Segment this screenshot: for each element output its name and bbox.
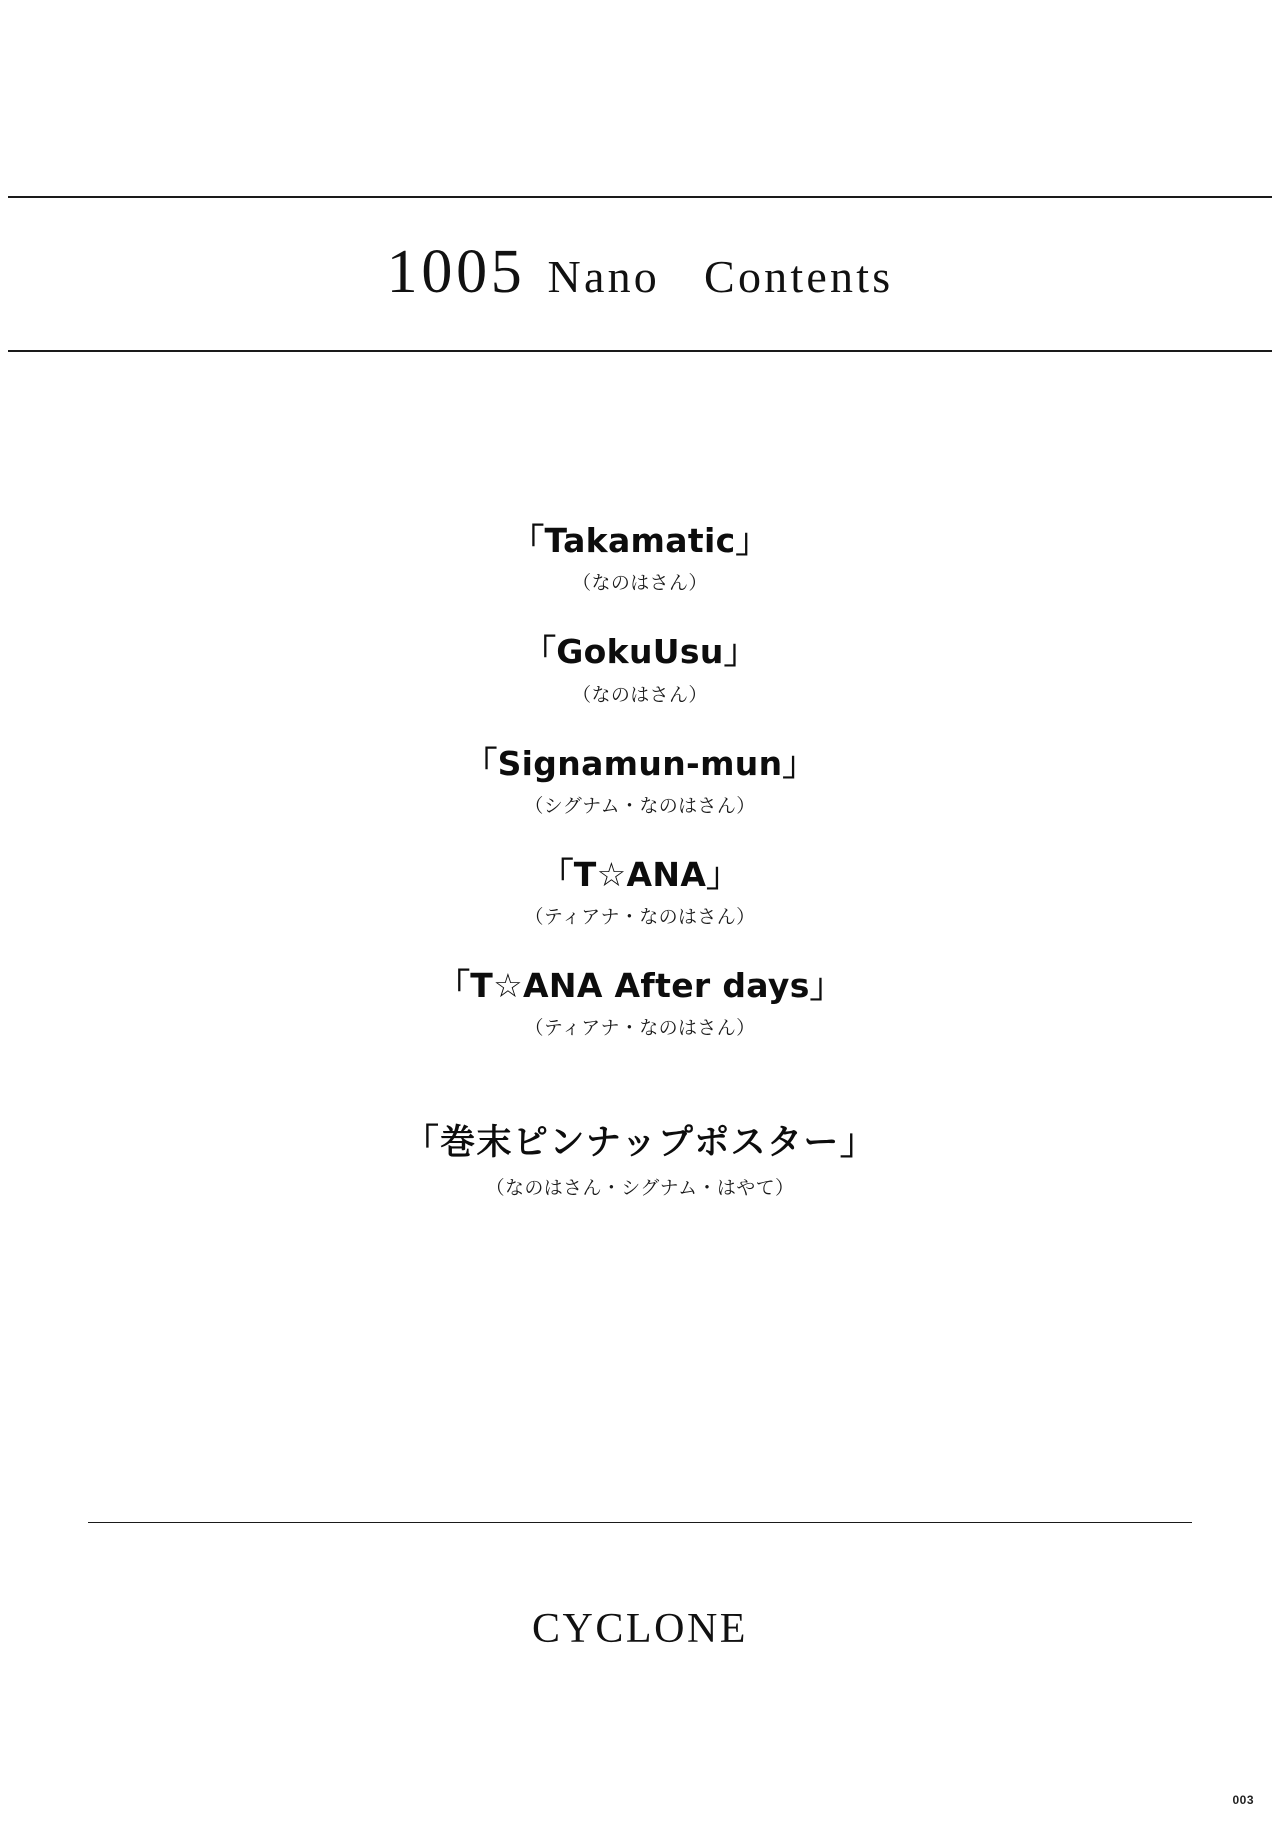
contents-entry-subtitle: （ティアナ・なのはさん） bbox=[524, 1017, 756, 1040]
contents-entry-subtitle: （なのはさん） bbox=[572, 572, 708, 595]
contents-entry bbox=[0, 854, 1280, 929]
contents-entry-title: 「Signamun-mun」 bbox=[464, 743, 816, 783]
page-title bbox=[387, 237, 894, 308]
contents-entry bbox=[0, 631, 1280, 706]
contents-entry-subtitle: （なのはさん） bbox=[572, 683, 708, 706]
contents-entry-subtitle: （ティアナ・なのはさん） bbox=[524, 906, 756, 928]
contents-entry bbox=[0, 743, 1280, 818]
contents-entry-title: 「GokuUsu」 bbox=[522, 632, 758, 672]
contents-entry-title: 「Takamatic」 bbox=[511, 521, 769, 560]
contents-list bbox=[0, 520, 1280, 1236]
contents-entry-title: 「巻末ピンナップポスター」 bbox=[403, 1123, 877, 1164]
title-number: 1005 bbox=[386, 237, 526, 306]
title-block bbox=[8, 196, 1272, 352]
page-number: 003 bbox=[1232, 1793, 1254, 1807]
title-word-nano: Nano bbox=[547, 250, 661, 302]
footer-divider bbox=[88, 1522, 1192, 1523]
contents-entry bbox=[0, 520, 1280, 595]
title-word-contents: Contents bbox=[704, 250, 894, 302]
contents-entry-title: 「T☆ANA」 bbox=[540, 854, 740, 894]
contents-entry-title: 「T☆ANA After days」 bbox=[436, 966, 844, 1005]
contents-entry bbox=[0, 965, 1280, 1040]
contents-entry-subtitle: （シグナム・なのはさん） bbox=[524, 794, 756, 817]
contents-entry bbox=[0, 1122, 1280, 1200]
publisher-name: CYCLONE bbox=[532, 1606, 748, 1652]
contents-entry-subtitle: （なのはさん・シグナム・はやて） bbox=[485, 1177, 795, 1199]
